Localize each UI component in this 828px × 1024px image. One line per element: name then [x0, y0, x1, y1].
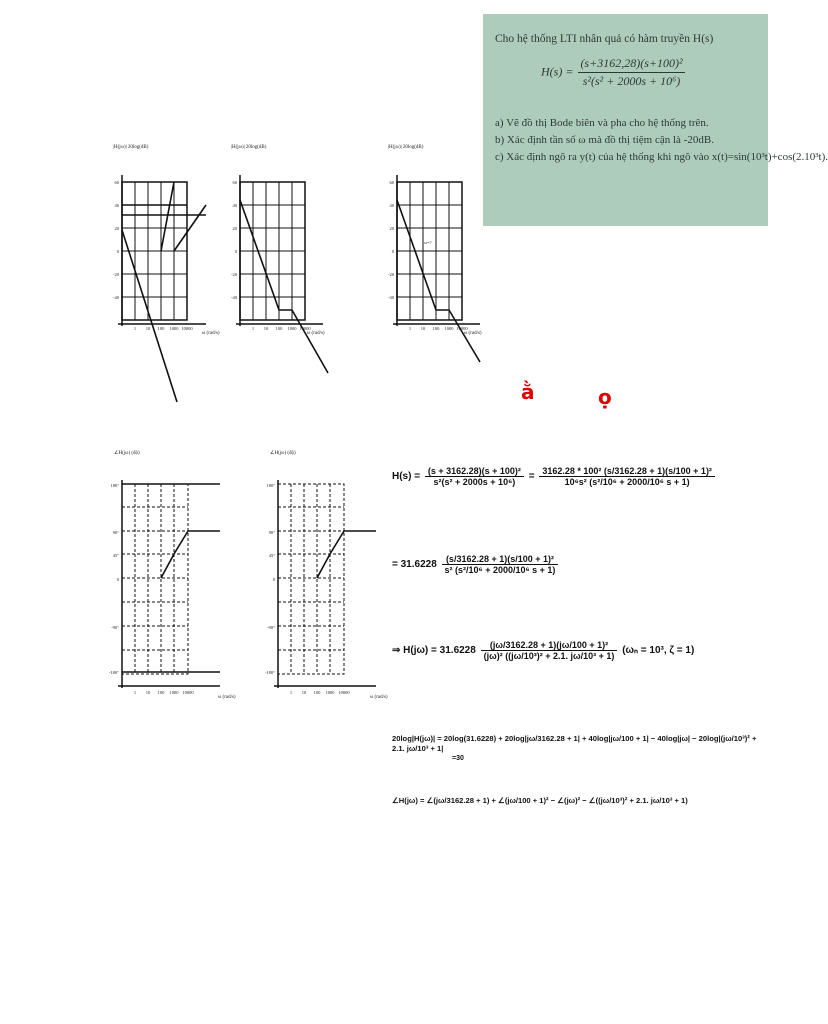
xtick: 100: [313, 690, 321, 695]
ytick: 0: [116, 249, 119, 254]
eq3-numerator: (jω/3162.28 + 1)(jω/100 + 1)²: [481, 640, 618, 651]
ytick: 0: [116, 577, 119, 582]
ytick: -40: [231, 295, 237, 300]
ytick: 40: [232, 203, 237, 208]
eq1-right-numerator: 3162.28 * 100² (s/3162.28 + 1)(s/100 + 1)²: [539, 466, 715, 477]
problem-item-b: b) Xác định tần số ω mà đồ thị tiệm cận là -20dB.: [495, 134, 714, 147]
ytick: -20: [231, 272, 237, 277]
ytick: 180°: [110, 483, 119, 488]
eq4-underbrace-value: =30: [452, 754, 464, 762]
red-character-1: ằ: [521, 380, 535, 404]
formula-lhs: H(s) =: [541, 64, 574, 79]
eq1-right-denominator: 10⁶s² (s²/10⁶ + 2000/10⁶ s + 1): [564, 477, 690, 487]
ytick: -180°: [264, 670, 275, 675]
eq1-numerator: (s + 3162.28)(s + 100)²: [425, 466, 524, 477]
omega-annotation: ω=?: [424, 240, 432, 245]
formula-numerator: (s+3162,28)(s+100)²: [578, 56, 684, 73]
ytick: 60: [389, 180, 394, 185]
red-character-2: ọ: [598, 385, 612, 409]
eq2-denominator: s² (s²/10⁶ + 2000/10⁶ s + 1): [444, 565, 556, 575]
bode-phase-plot-2: [260, 440, 390, 710]
ytick: 40: [389, 203, 394, 208]
xtick: 10000: [181, 326, 193, 331]
xtick: 10000: [456, 326, 468, 331]
xtick: 1000: [444, 326, 454, 331]
xtick: 1000: [325, 690, 335, 695]
mag-grid-1: [118, 175, 206, 326]
ytick: 20: [114, 226, 119, 231]
bode-magnitude-plot-1: [110, 140, 220, 410]
eq4-magnitude-db: 20log|H(jω)| = 20log(31.6228) + 20log|jω/3162.28 + 1| + 40log|jω/100 + 1| − 40log|jω| − 20log|(jω/10³)² + 2.1. jω/10³ + 1|: [392, 734, 757, 753]
ytick: 180°: [266, 483, 275, 488]
eq3-lhs: ⇒ H(jω) = 31.6228: [392, 645, 476, 657]
xtick: 10: [145, 326, 151, 331]
xtick: 1: [408, 326, 412, 331]
xtick: 100: [275, 326, 283, 331]
eq1-equals: =: [528, 471, 535, 483]
phase-ylabel: ∠H(jω) (độ): [114, 451, 140, 456]
bode-phase-plot-1: [100, 440, 240, 710]
xtick: 10: [301, 690, 307, 695]
mag-xlabel: ω (rad/s): [307, 331, 325, 336]
equation-line-3: [392, 640, 694, 661]
phase-ylabel: ∠H(jω) (độ): [270, 451, 296, 456]
xtick: 1: [133, 690, 137, 695]
ytick: 20: [389, 226, 394, 231]
transfer-function: [541, 56, 760, 89]
equation-line-1: [392, 466, 717, 487]
ytick: -90°: [111, 625, 119, 630]
xtick: 10000: [182, 690, 194, 695]
ytick: 45°: [112, 553, 119, 558]
phase-xlabel: ω (rad/s): [370, 695, 388, 700]
mag-ylabel: |H(jω)| 20log(dB): [113, 145, 149, 150]
xtick: 100: [432, 326, 440, 331]
ytick: 0: [391, 249, 394, 254]
mag-xlabel: ω (rad/s): [202, 331, 220, 336]
xtick: 1000: [169, 690, 179, 695]
problem-items: [495, 117, 828, 164]
xtick: 1000: [287, 326, 297, 331]
ytick: 40: [114, 203, 119, 208]
mag-asymptotes-3: [397, 200, 480, 362]
ytick: -90°: [267, 625, 275, 630]
xtick: 10: [420, 326, 426, 331]
mag-xlabel: ω (rad/s): [464, 331, 482, 336]
xtick: 10: [263, 326, 269, 331]
ytick: 90°: [112, 530, 119, 535]
ytick: 0: [272, 577, 275, 582]
problem-intro: Cho hệ thống LTI nhân quả có hàm truyền H(s): [495, 33, 714, 45]
xtick: 10000: [338, 690, 350, 695]
eq3-parameters: (ωₙ = 10³, ζ = 1): [622, 645, 695, 657]
ytick: 0: [234, 249, 237, 254]
eq2-lhs: = 31.6228: [392, 559, 437, 571]
xtick: 100: [157, 690, 165, 695]
xtick: 10000: [299, 326, 311, 331]
eq3-denominator: (jω)² ((jω/10³)² + 2.1. jω/10³ + 1): [483, 651, 615, 661]
eq5-phase: ∠H(jω) = ∠(jω/3162.28 + 1) + ∠(jω/100 + 1)² − ∠(jω)² − ∠((jω/10³)² + 2.1. jω/10³ + 1): [392, 796, 688, 805]
xtick: 1: [251, 326, 255, 331]
ytick: 60: [114, 180, 119, 185]
ytick: 90°: [268, 530, 275, 535]
phase-asymptotes-1: [122, 484, 220, 672]
equation-line-2: [392, 554, 560, 575]
ytick: -20: [388, 272, 394, 277]
xtick: 100: [157, 326, 165, 331]
mag-ylabel: |H(jω)| 20log(dB): [388, 145, 424, 150]
ytick: -20: [113, 272, 119, 277]
phase-xlabel: ω (rad/s): [218, 695, 236, 700]
bode-magnitude-plot-3: [382, 140, 482, 380]
mag-ylabel: |H(jω)| 20log(dB): [231, 145, 267, 150]
ytick: -40: [113, 295, 119, 300]
eq2-numerator: (s/3162.28 + 1)(s/100 + 1)²: [442, 554, 559, 565]
formula-denominator: s²(s² + 2000s + 10⁶): [582, 74, 681, 89]
equation-line-5: [392, 796, 768, 806]
problem-item-c: c) Xác định ngõ ra y(t) của hệ thống khi ngõ vào x(t)=sin(10³t)+cos(2.10³t).: [495, 150, 828, 163]
xtick: 1000: [169, 326, 179, 331]
eq1-lhs: H(s) =: [392, 471, 421, 483]
xtick: 1: [133, 326, 137, 331]
problem-item-a: a) Vẽ đồ thị Bode biên và pha cho hệ thống trên.: [495, 117, 709, 130]
ytick: 45°: [268, 553, 275, 558]
bode-magnitude-plot-2: [225, 140, 335, 380]
xtick: 10: [145, 690, 151, 695]
problem-statement-panel: [483, 14, 828, 226]
ytick: 20: [232, 226, 237, 231]
ytick: 60: [232, 180, 237, 185]
eq1-denominator: s²(s² + 2000s + 10⁶): [433, 477, 516, 487]
ytick: -180°: [108, 670, 119, 675]
ytick: -40: [388, 295, 394, 300]
xtick: 1: [289, 690, 293, 695]
equation-line-4: [392, 734, 768, 763]
